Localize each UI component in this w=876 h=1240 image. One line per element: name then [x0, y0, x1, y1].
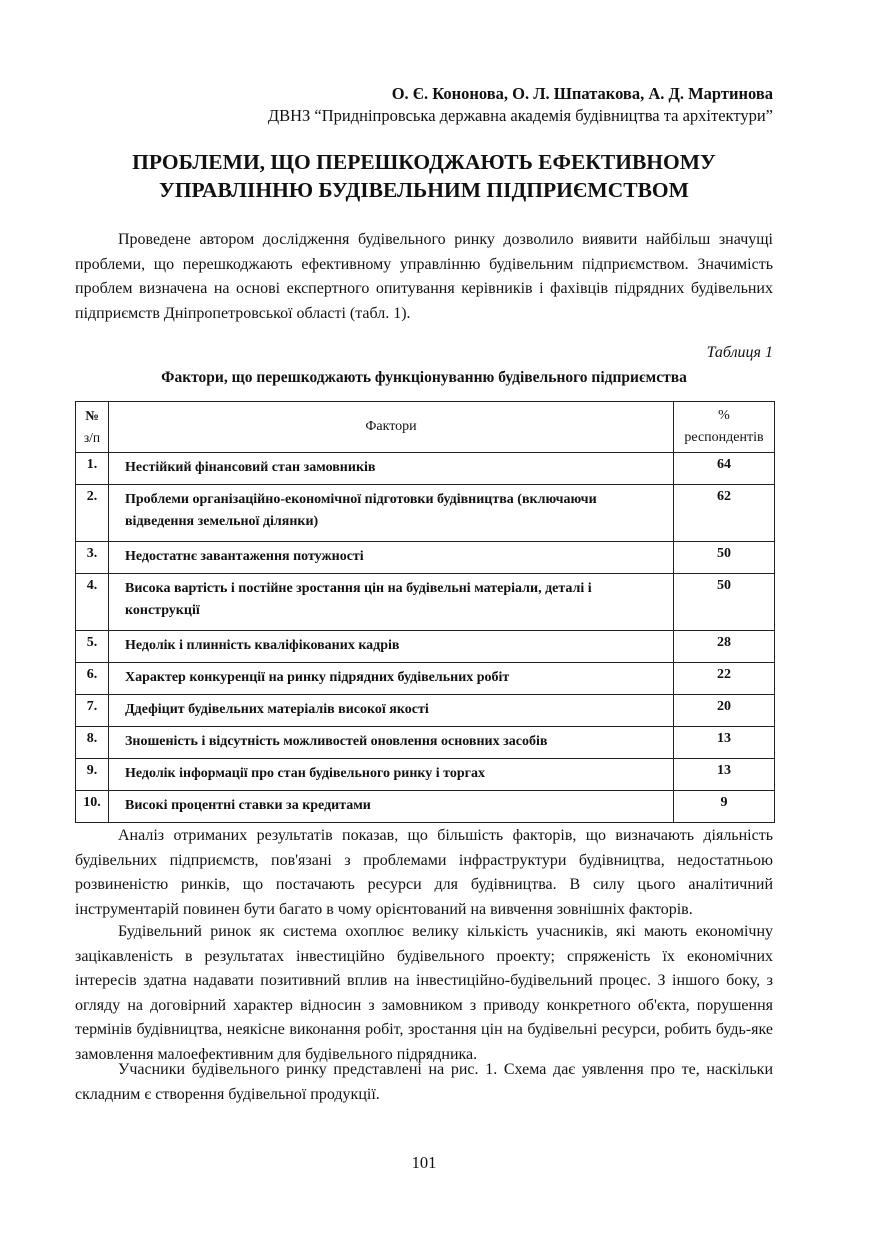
table-row	[76, 631, 775, 663]
table-row	[76, 453, 775, 485]
author-affiliation: ДВНЗ “Придніпровська державна академія будівництва та архітектури”	[267, 106, 773, 125]
table-label: Таблиця 1	[706, 344, 773, 361]
row-percent: 13	[674, 727, 775, 759]
row-factor: Висока вартість і постійне зростання цін на будівельні матеріали, деталі і конструкції	[109, 574, 674, 631]
row-number: 6.	[76, 663, 109, 695]
author-list: О. Є. Кононова, О. Л. Шпатакова, А. Д. Мартинова	[391, 84, 773, 103]
row-percent: 9	[674, 791, 775, 823]
row-factor: Високі процентні ставки за кредитами	[109, 791, 674, 823]
table-row	[76, 574, 775, 631]
row-factor: Характер конкуренції на ринку підрядних будівельних робіт	[109, 663, 674, 695]
analysis-paragraph: Аналіз отриманих результатів показав, що більшість факторів, що визначають діяльність будівельних підприємств, пов'язані з проблемами інфраструктури будівництва, недостатньою розвиненістю ринків, що постачають ресурси для будівництва. В силу цього аналітичний інструментарій повинен бути багато в чому орієнтований на вивчення зовнішніх факторів.	[75, 827, 773, 918]
article-title	[75, 148, 773, 204]
header-percent-symbol: %	[718, 408, 730, 423]
row-number: 10.	[76, 791, 109, 823]
row-number: 3.	[76, 542, 109, 574]
row-number: 9.	[76, 759, 109, 791]
row-percent: 50	[674, 542, 775, 574]
row-factor: Проблеми організаційно-економічної підготовки будівництва (включаючи відведення земельної ділянки)	[109, 485, 674, 542]
header-number-abbr: з/п	[83, 430, 101, 445]
row-factor: Нестійкий фінансовий стан замовників	[109, 453, 674, 485]
row-factor: Недолік і плинність кваліфікованих кадрів	[109, 631, 674, 663]
header-percent	[674, 402, 775, 453]
table-row	[76, 759, 775, 791]
row-number: 1.	[76, 453, 109, 485]
factors-table	[75, 401, 775, 823]
header-percent-label: респондентів	[684, 430, 764, 445]
row-percent: 20	[674, 695, 775, 727]
header-number-symbol: №	[85, 408, 99, 423]
row-percent: 28	[674, 631, 775, 663]
row-percent: 64	[674, 453, 775, 485]
header-factor: Фактори	[109, 402, 674, 453]
row-number: 4.	[76, 574, 109, 631]
row-percent: 50	[674, 574, 775, 631]
table-row	[76, 663, 775, 695]
table-caption: Фактори, що перешкоджають функціонуванню будівельного підприємства	[161, 369, 687, 386]
table-row	[76, 485, 775, 542]
table-row	[76, 542, 775, 574]
table-row	[76, 727, 775, 759]
row-number: 2.	[76, 485, 109, 542]
article-title-line-1: ПРОБЛЕМИ, ЩО ПЕРЕШКОДЖАЮТЬ ЕФЕКТИВНОМУ	[132, 150, 716, 174]
row-factor: Недолік інформації про стан будівельного ринку і торгах	[109, 759, 674, 791]
page-number: 101	[411, 1153, 437, 1172]
article-title-line-2: УПРАВЛІННЮ БУДІВЕЛЬНИМ ПІДПРИЄМСТВОМ	[159, 178, 689, 202]
row-percent: 62	[674, 485, 775, 542]
row-factor: Недостатнє завантаження потужності	[109, 542, 674, 574]
table-row	[76, 791, 775, 823]
row-percent: 13	[674, 759, 775, 791]
intro-paragraph: Проведене автором дослідження будівельного ринку дозволило виявити найбільш значущі проблеми, що перешкоджають ефективному управлінню будівельним підприємством. Значимість проблем визначена на основі експертного опитування керівників і фахівців підрядних будівельних підприємств Дніпропетровської області (табл. 1).	[75, 231, 773, 322]
row-factor: Зношеність і відсутність можливостей оновлення основних засобів	[109, 727, 674, 759]
row-number: 5.	[76, 631, 109, 663]
row-number: 8.	[76, 727, 109, 759]
row-percent: 22	[674, 663, 775, 695]
market-paragraph: Будівельний ринок як система охоплює велику кількість учасників, які мають економічну зацікавленість в результатах інвестиційно будівельного проекту; спряженість їх економічних інтересів здатна надавати позитивний вплив на інвестиційно-будівельний процес. З іншого боку, з огляду на договірний характер відносин з замовником з приводу конкретного об'єкта, порушення термінів будівництва, неякісне виконання робіт, зростання цін на будівельні ресурси, робить будь-яке замовлення малоефективним для будівельного підрядника.	[75, 923, 773, 1063]
row-number: 7.	[76, 695, 109, 727]
participants-paragraph: Учасники будівельного ринку представлені на рис. 1. Схема дає уявлення про те, наскільки складним є створення будівельної продукції.	[75, 1061, 773, 1103]
row-factor: Ддефіцит будівельних матеріалів високої якості	[109, 695, 674, 727]
table-row	[76, 695, 775, 727]
table-header-row	[76, 402, 775, 453]
header-number	[76, 402, 109, 453]
